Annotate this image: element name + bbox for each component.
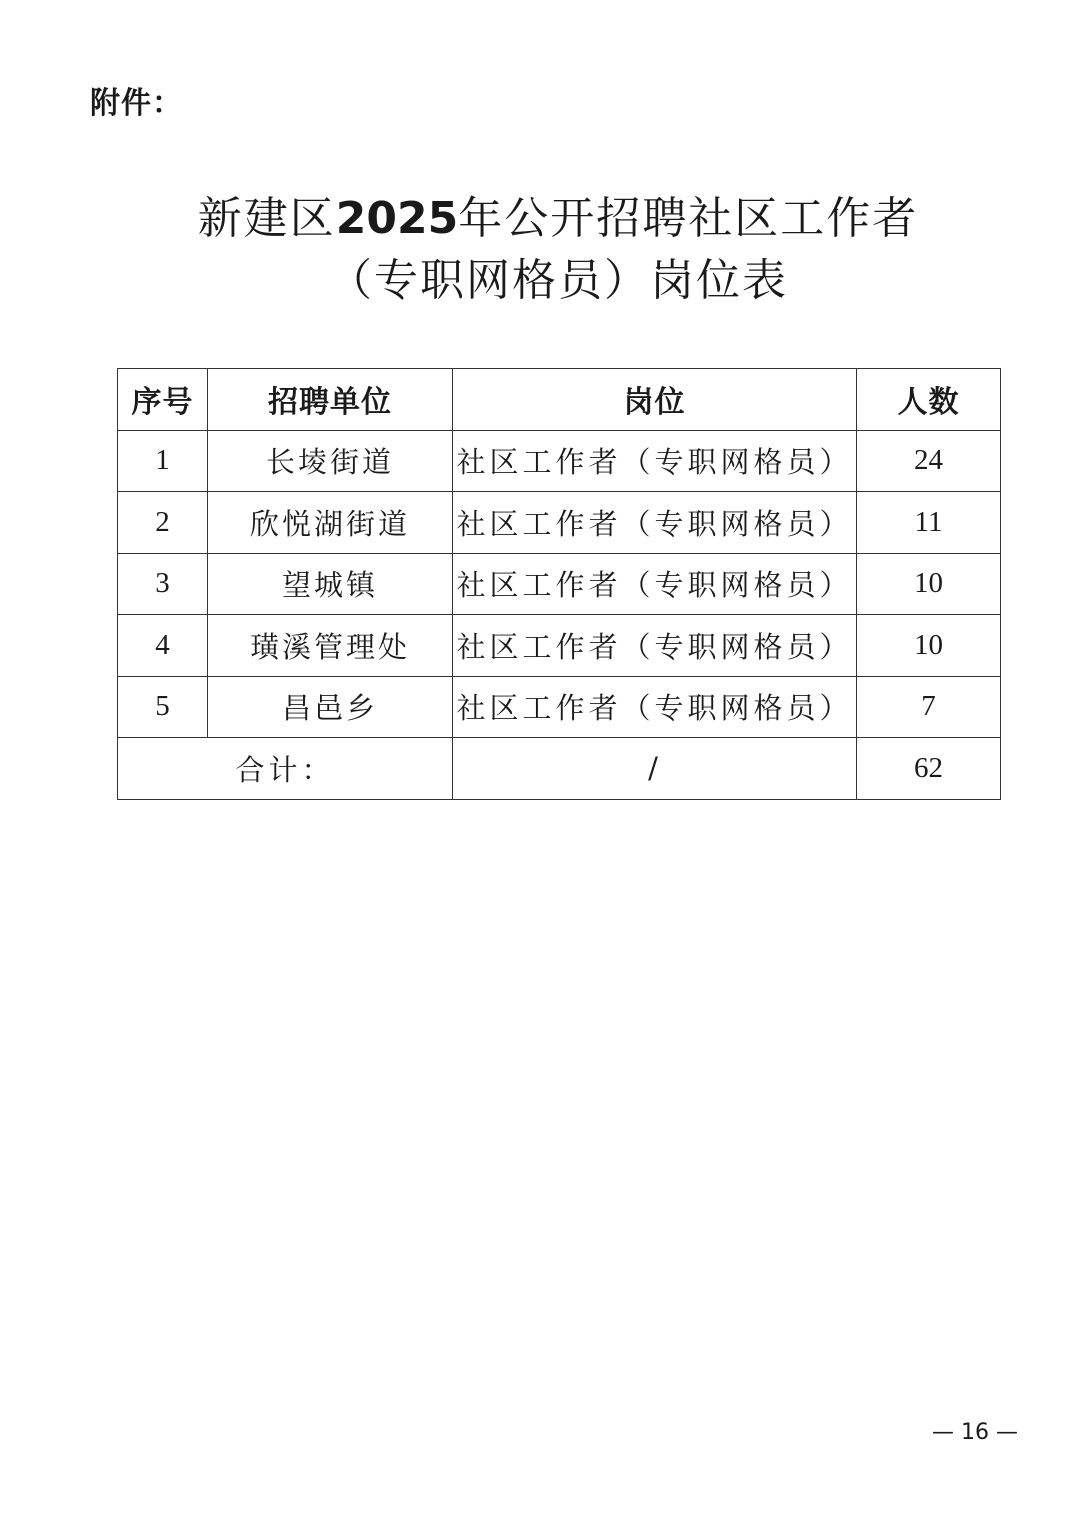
table-header-row xyxy=(118,369,1001,431)
table-row xyxy=(118,615,1001,677)
table-row xyxy=(118,553,1001,615)
title-line-1 xyxy=(0,188,1080,250)
table-row xyxy=(118,492,1001,554)
positions-table xyxy=(117,368,1001,800)
row-index: 2 xyxy=(118,492,208,554)
header-index: 序号 xyxy=(118,369,208,431)
row-count: 7 xyxy=(857,676,1001,738)
row-post: 社区工作者（专职网格员） xyxy=(453,615,857,677)
row-unit: 昌邑乡 xyxy=(208,676,453,738)
row-post: 社区工作者（专职网格员） xyxy=(453,676,857,738)
table-total-row xyxy=(118,738,1001,800)
title-year: 2025 xyxy=(335,193,459,244)
row-unit: 望城镇 xyxy=(208,553,453,615)
row-post: 社区工作者（专职网格员） xyxy=(453,492,857,554)
title-suffix: 年公开招聘社区工作者 xyxy=(458,193,919,244)
row-index: 1 xyxy=(118,430,208,492)
table-row xyxy=(118,430,1001,492)
row-index: 4 xyxy=(118,615,208,677)
header-count: 人数 xyxy=(857,369,1001,431)
title-prefix: 新建区 xyxy=(197,193,336,244)
row-post: 社区工作者（专职网格员） xyxy=(453,553,857,615)
row-unit: 璜溪管理处 xyxy=(208,615,453,677)
row-count: 10 xyxy=(857,615,1001,677)
attachment-label: 附件： xyxy=(90,86,183,121)
total-count: 62 xyxy=(857,738,1001,800)
row-count: 11 xyxy=(857,492,1001,554)
row-unit: 欣悦湖街道 xyxy=(208,492,453,554)
header-post: 岗位 xyxy=(453,369,857,431)
row-count: 24 xyxy=(857,430,1001,492)
total-label: 合计： xyxy=(118,738,453,800)
row-count: 10 xyxy=(857,553,1001,615)
title-line-2: （专职网格员）岗位表 xyxy=(328,255,788,306)
table-row xyxy=(118,676,1001,738)
row-index: 5 xyxy=(118,676,208,738)
row-unit: 长堎街道 xyxy=(208,430,453,492)
page-number: — 16 — xyxy=(932,1420,1018,1445)
document-title xyxy=(0,188,1080,312)
header-unit: 招聘单位 xyxy=(208,369,453,431)
total-post: / xyxy=(453,738,857,800)
row-index: 3 xyxy=(118,553,208,615)
row-post: 社区工作者（专职网格员） xyxy=(453,430,857,492)
